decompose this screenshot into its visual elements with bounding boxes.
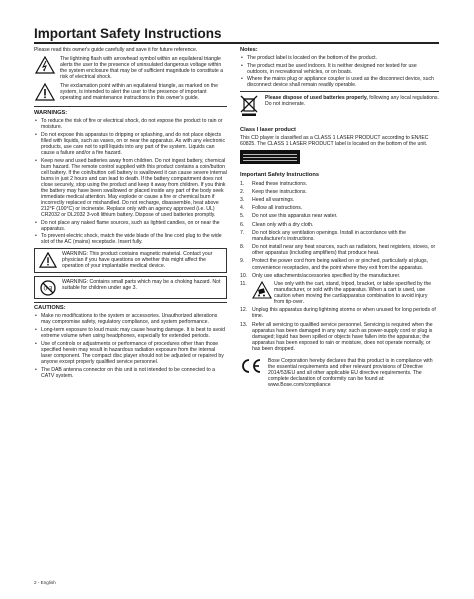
- laser-text: This CD player is classified as a CLASS 1 LASER PRODUCT according to EN/IEC 60825. The CLASS 1 LASER PRODUCT label is located on the bottom of the unit.: [240, 135, 429, 148]
- laser-heading: Class I laser product: [240, 127, 296, 134]
- list-item: • Where the mains plug or appliance coupler is used as the disconnect device, such disconnect device shall remain readily operable.: [240, 76, 439, 88]
- list-item: 10. Only use attachments/accessories specified by the manufacturer.: [240, 272, 401, 279]
- list-item: • Do not place any naked flame sources, such as lighted candles, on or near the apparatus.: [34, 220, 227, 232]
- intro-text: Please read this owner's guide carefully and save it for future reference.: [34, 47, 198, 53]
- disposal-text: following any local regulations. Do not incinerate.: [265, 95, 439, 108]
- list-item: 4. Follow all instructions.: [240, 205, 303, 212]
- list-item: 13. Refer all servicing to qualified service personnel. Servicing is required when the apparatus has been damaged in any way: such as power-supply cord or plug is damaged; liquid has been spilled or objects have fallen into the apparatus; the apparatus has been exposed to rain or moisture, does not operate normally, or has been dropped.: [240, 321, 433, 352]
- list-item: • The product label is located on the bottom of the product.: [240, 55, 439, 61]
- list-item: 9. Protect the power cord from being walked on or pinched, particularly at plugs, convenience receptacles, and the point where they exit from the apparatus.: [240, 258, 429, 271]
- section-divider: [240, 91, 439, 92]
- isi-heading: Important Safety Instructions: [240, 172, 320, 179]
- list-item: • The DAB antenna connector on this unit is not intended to be connected to a CATV system.: [34, 367, 227, 379]
- notes-list: [240, 55, 439, 88]
- list-item: 7. Do not block any ventilation openings. Install in accordance with the manufacturer's instructions.: [240, 229, 407, 242]
- ce-declaration: [240, 358, 439, 388]
- list-item: 5. Do not use this apparatus near water.: [240, 213, 338, 220]
- choking-hazard-icon: [38, 279, 58, 296]
- list-item: • The product must be used indoors. It is neither designed nor tested for use outdoors, in recreational vehicles, or on boats.: [240, 63, 439, 75]
- list-item: • Long-term exposure to loud music may cause hearing damage. It is best to avoid extreme volume when using headphones, especially for extended periods.: [34, 327, 227, 339]
- list-item: 12. Unplug this apparatus during lightning storms or when unused for long periods of time.: [240, 307, 436, 320]
- list-item: 1. Read these instructions.: [240, 180, 308, 187]
- list-item: • Make no modifications to the system or accessories. Unauthorized alterations may compromise safety, regulatory compliance, and system performance.: [34, 313, 227, 325]
- cart-tipover-icon: [252, 281, 274, 305]
- list-item: 11. Use only with the cart, stand, tripod, bracket, or table specified by the manufacturer, or sold with the apparatus. When a cart is used, use caution when moving the cart/apparatus combination to avoid injury from tip-over.: [240, 280, 432, 306]
- list-item: 6. Clean only with a dry cloth.: [240, 221, 314, 228]
- list-item: • To reduce the risk of fire or electrical shock, do not expose the product to rain or moisture.: [34, 118, 227, 130]
- page-number: 2: [34, 580, 37, 585]
- footer-language: English: [40, 580, 56, 585]
- left-column: [34, 47, 227, 382]
- cautions-heading: CAUTIONS:: [34, 305, 66, 312]
- page-footer: 2 - English: [34, 580, 56, 585]
- list-item: 2. Keep these instructions.: [240, 188, 307, 195]
- lightning-triangle-icon: [34, 56, 56, 76]
- exclamation-paragraph: The exclamation point within an equilateral triangle, as marked on the system, is intended to alert the user to the presence of important operating and maintenance instructions in this owner's guide.: [34, 83, 227, 103]
- warning-triangle-icon: [38, 251, 58, 269]
- exclamation-triangle-icon: [34, 83, 56, 103]
- disposal-bold-text: Please dispose of used batteries properly,: [265, 95, 368, 102]
- magnet-warning: WARNING: This product contains magnetic material. Contact your physician if you have questions on whether this might affect the operation of your implantable medical device.: [34, 248, 227, 272]
- ce-text: Bose Corporation hereby declares that this product is in compliance with the essential requirements and other relevant provisions of Directive 2014/53/EU and all other applicable EU directive requirements. The complete declaration of conformity can be found at: www.Bose.com/compliance: [268, 357, 433, 389]
- warnings-list: [34, 118, 227, 245]
- small-parts-warning: 0-3 WARNING: Contains small parts which may be a choking hazard. Not suitable for children under age 3.: [34, 276, 227, 299]
- page-title: Important Safety Instructions: [34, 26, 222, 41]
- section-divider: [34, 302, 227, 303]
- cautions-list: [34, 313, 227, 378]
- ce-mark-icon: [240, 358, 262, 388]
- title-divider: [34, 42, 439, 44]
- safety-instructions-list: [240, 181, 439, 352]
- crossed-bin-icon: [240, 95, 260, 119]
- svg-text:0-3: 0-3: [43, 286, 53, 293]
- list-item: • Use of controls or adjustments or performance of procedures other than those specified herein may result in hazardous radiation exposure from the internal laser component. The compact disc player should not be adjusted or repaired by anyone except properly qualified service personnel.: [34, 341, 227, 365]
- lightning-paragraph: The lightning flash with arrowhead symbol within an equilateral triangle alerts the user to the presence of uninsulated dangerous voltage within the system enclosure that may be of sufficient magnitude to constitute a risk of electrical shock.: [34, 56, 227, 80]
- section-divider: [34, 106, 227, 107]
- list-item: • To prevent electric shock, match the wide blade of the line cord plug to the wide slot of the AC (mains) receptacle. Insert fully.: [34, 233, 227, 245]
- list-item: 3. Heed all warnings.: [240, 196, 295, 203]
- notes-heading: Notes:: [240, 47, 258, 53]
- list-item: 8. Do not install near any heat sources, such as radiators, heat registers, stoves, or other apparatus (including amplifiers) that produce heat.: [240, 244, 436, 257]
- right-column: [240, 47, 439, 388]
- list-item: • Keep new and used batteries away from children. Do not ingest battery, chemical burn hazard. The remote control supplied with this product contains a coin/button cell battery. If the coin/button cell battery is swallowed it can cause severe internal burns in just 2 hours and can lead to death. If the battery compartment does not close securely, stop using the product and keep it away from children. If you think the battery may have been swallowed or placed inside any part of the body seek immediate medical attention. May explode or cause a fire or chemical burn if incorrectly replaced or mishandled. Do not recharge, disassemble, heat above 212°F (100°C) or incinerate. Replace only with an agency approved (i.e. UL) CR2032 or DL2032 3-volt lithium battery. Dispose of used batteries promptly.: [34, 158, 227, 218]
- list-item: • Do not expose this apparatus to dripping or splashing, and do not place objects filled with liquids, such as vases, on or near the apparatus. As with any electronic products, use care not to spill liquids into any part of the system. Liquids can cause a failure and/or a fire hazard.: [34, 132, 227, 156]
- laser-product-label-image: [240, 150, 300, 164]
- warnings-heading: WARNINGS:: [34, 110, 68, 117]
- battery-disposal-notice: [240, 95, 439, 119]
